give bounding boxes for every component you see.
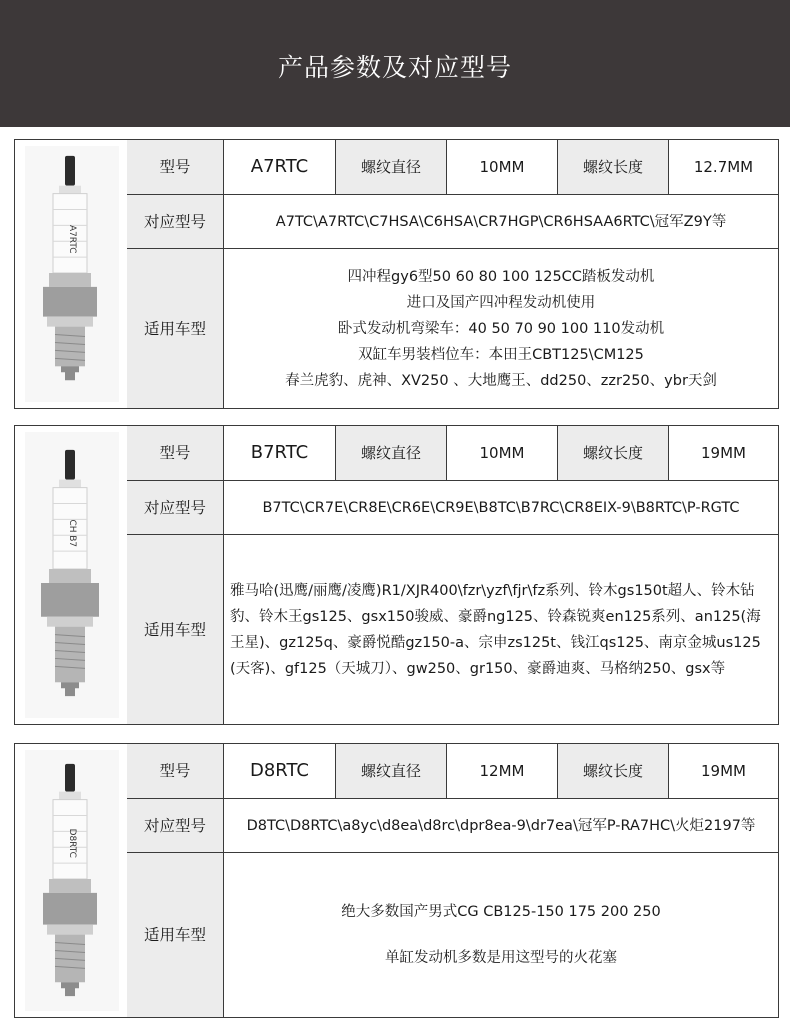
thread-diameter-value: 10MM [447, 426, 558, 480]
label-thread-diameter: 螺纹直径 [336, 426, 447, 480]
thread-diameter-value: 10MM [447, 140, 558, 194]
label-model: 型号 [127, 426, 224, 480]
vehicle-line: 绝大多数国产男式CG CB125-150 175 200 250 [341, 904, 661, 920]
thread-diameter-value: 12MM [447, 744, 558, 798]
thread-length-value: 19MM [701, 444, 746, 462]
label-compatible: 对应型号 [127, 799, 224, 852]
label-vehicles: 适用车型 [127, 853, 224, 1017]
spark-plug-icon [15, 744, 127, 1017]
spark-plug-image [15, 744, 128, 1017]
label-thread-diameter: 螺纹直径 [336, 744, 447, 798]
label-thread-length: 螺纹长度 [558, 744, 669, 798]
vehicle-line: 卧式发动机弯梁车：40 50 70 90 100 110发动机 [337, 320, 665, 337]
compatible-models: B7TC\CR7E\CR8E\CR6E\CR9E\B8TC\B7RC\CR8EIX-9\B8RTC\P-RGTC [262, 499, 740, 516]
model-value: D8RTC [224, 744, 336, 798]
label-compatible: 对应型号 [127, 195, 224, 248]
thread-length-value: 19MM [701, 762, 746, 780]
model-value: B7RTC [224, 426, 336, 480]
svg-text:A7RTC: A7RTC [66, 225, 78, 254]
vehicle-line: 双缸车男装档位车：本田王CBT125\CM125 [358, 346, 644, 363]
label-thread-length: 螺纹长度 [558, 140, 669, 194]
label-vehicles: 适用车型 [127, 535, 224, 724]
vehicle-line: 四冲程gy6型50 60 80 100 125CC踏板发动机 [347, 268, 655, 285]
vehicles-list [224, 249, 778, 408]
product-card-b7rtc [14, 425, 779, 725]
label-thread-length: 螺纹长度 [558, 426, 669, 480]
vehicles-list [224, 535, 778, 724]
product-card-a7rtc [14, 139, 779, 409]
vehicle-line: 单缸发动机多数是用这型号的火花塞 [384, 950, 617, 966]
label-compatible: 对应型号 [127, 481, 224, 534]
vehicles-list [224, 853, 778, 1017]
spark-plug-image [15, 140, 128, 408]
page-title: 产品参数及对应型号 [277, 52, 512, 82]
compatible-models: D8TC\D8RTC\a8yc\d8ea\d8rc\dpr8ea-9\dr7ea\冠军P-RA7HC\火炬2197等 [246, 817, 756, 834]
spark-plug-image [15, 426, 128, 724]
product-card-d8rtc [14, 743, 779, 1018]
label-vehicles: 适用车型 [127, 249, 224, 408]
svg-text:D8RTC: D8RTC [66, 828, 78, 858]
vehicle-line: 雅马哈(迅鹰/丽鹰/凌鹰)R1/XJR400\fzr\yzf\fjr\fz系列、铃木gs150t超人、铃木钻豹、铃木王gs125、gsx150骏威、豪爵ng125、铃森锐爽en125系列、an125(海王星)、gz125q、豪爵悦酷gz150-a、宗申zs125t、钱江qs125、南京金城us125(天客)、gf125（天城刀）、gw250、gr150、豪爵迪爽、马格纳250、gsx等 [230, 582, 761, 677]
label-model: 型号 [127, 140, 224, 194]
thread-length-value: 12.7MM [693, 158, 754, 176]
vehicle-line: 春兰虎豹、虎神、XV250 、大地鹰王、dd250、zzr250、ybr天剑 [285, 372, 717, 389]
spark-plug-icon [15, 426, 127, 724]
model-value: A7RTC [224, 140, 336, 194]
vehicle-line: 进口及国产四冲程发动机使用 [406, 294, 596, 311]
compatible-models: A7TC\A7RTC\C7HSA\C6HSA\CR7HGP\CR6HSAA6RTC\冠军Z9Y等 [275, 213, 727, 230]
page-header [0, 0, 790, 127]
label-model: 型号 [127, 744, 224, 798]
svg-text:CH B7: CH B7 [66, 519, 78, 548]
label-thread-diameter: 螺纹直径 [336, 140, 447, 194]
spark-plug-icon [15, 140, 127, 408]
